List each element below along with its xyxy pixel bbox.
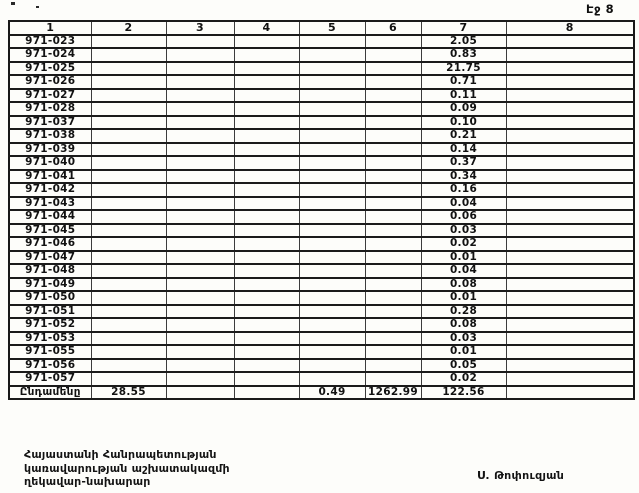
value-cell [166,116,234,130]
total-value-cell: 28.55 [91,386,166,400]
column-header: 8 [506,21,634,35]
value-cell [365,305,421,319]
value-cell [365,116,421,130]
table-row [9,305,634,319]
total-value-cell [166,386,234,400]
value-cell [234,372,299,386]
table-row [9,318,634,332]
row-code-cell: 971-056 [9,359,91,373]
value-cell [365,278,421,292]
row-code-cell: 971-027 [9,89,91,103]
value-cell [234,345,299,359]
value-cell [365,102,421,116]
issuer-line-1: Հայաստանի Հանրապետության [24,448,217,461]
value-cell [365,89,421,103]
value-cell [299,278,365,292]
total-value-cell [506,386,634,400]
row-code-cell: 971-044 [9,210,91,224]
value-cell [365,48,421,62]
value-cell [299,332,365,346]
value-cell [91,170,166,184]
row-code-cell: 971-040 [9,156,91,170]
value-cell [506,116,634,130]
row-code-cell: 971-045 [9,224,91,238]
value-cell [234,264,299,278]
value-cell [166,305,234,319]
value-cell [299,143,365,157]
issuer-line-2: կառավարության աշխատակազմի [24,461,230,475]
value-cell [506,48,634,62]
value-cell [166,372,234,386]
value-cell [166,183,234,197]
row-code-cell: 971-043 [9,197,91,211]
value-cell [91,372,166,386]
value-cell [234,129,299,143]
column-header: 3 [166,21,234,35]
row-code-cell: 971-050 [9,291,91,305]
value-cell [166,264,234,278]
row-code-cell: 971-025 [9,62,91,76]
row-code-cell: 971-038 [9,129,91,143]
value-cell [234,359,299,373]
scan-artifact [11,2,15,5]
total-value-cell [234,386,299,400]
value-cell [91,183,166,197]
value-cell [91,291,166,305]
value-cell [299,372,365,386]
value-cell [506,305,634,319]
table-row [9,224,634,238]
value-cell [299,156,365,170]
value-cell: 0.05 [421,359,506,373]
value-cell [299,237,365,251]
value-cell [91,102,166,116]
value-cell [506,210,634,224]
value-cell [91,318,166,332]
row-code-cell: 971-052 [9,318,91,332]
value-cell [166,291,234,305]
value-cell [91,210,166,224]
table-row [9,35,634,49]
value-cell [506,345,634,359]
value-cell [365,372,421,386]
value-cell: 0.02 [421,372,506,386]
value-cell [365,345,421,359]
value-cell [166,156,234,170]
value-cell [234,210,299,224]
value-cell [365,237,421,251]
column-header: 2 [91,21,166,35]
row-code-cell: 971-024 [9,48,91,62]
value-cell [365,197,421,211]
value-cell [91,62,166,76]
total-value-cell: 122.56 [421,386,506,400]
value-cell: 0.06 [421,210,506,224]
value-cell [299,48,365,62]
row-code-cell: 971-028 [9,102,91,116]
value-cell [166,278,234,292]
value-cell [234,318,299,332]
value-cell [166,62,234,76]
value-cell [299,183,365,197]
value-cell [506,62,634,76]
value-cell [365,318,421,332]
column-header: 1 [9,21,91,35]
value-cell: 0.08 [421,318,506,332]
value-cell [365,62,421,76]
value-cell [166,251,234,265]
value-cell [365,156,421,170]
value-cell [299,129,365,143]
column-header: 6 [365,21,421,35]
value-cell [365,224,421,238]
value-cell: 0.21 [421,129,506,143]
value-cell [166,48,234,62]
value-cell [91,35,166,49]
value-cell [166,359,234,373]
value-cell [234,35,299,49]
value-cell [506,129,634,143]
value-cell [506,35,634,49]
value-cell [506,264,634,278]
value-cell [234,62,299,76]
header-row [9,21,634,35]
value-cell [365,143,421,157]
total-value-cell: 0.49 [299,386,365,400]
value-cell [506,89,634,103]
value-cell [299,89,365,103]
value-cell [166,89,234,103]
value-cell [166,237,234,251]
row-code-cell: 971-023 [9,35,91,49]
value-cell [234,278,299,292]
value-cell [91,75,166,89]
value-cell [91,197,166,211]
value-cell: 2.05 [421,35,506,49]
table-body [9,35,634,400]
value-cell [91,332,166,346]
value-cell [234,156,299,170]
value-cell [166,345,234,359]
value-cell: 0.10 [421,116,506,130]
value-cell [365,170,421,184]
value-cell: 0.08 [421,278,506,292]
table-row [9,129,634,143]
value-cell [506,156,634,170]
column-header: 7 [421,21,506,35]
value-cell: 0.34 [421,170,506,184]
value-cell [91,224,166,238]
table-row [9,170,634,184]
value-cell [91,237,166,251]
value-cell: 0.04 [421,264,506,278]
value-cell [234,291,299,305]
value-cell [506,291,634,305]
value-cell: 0.01 [421,251,506,265]
row-code-cell: 971-053 [9,332,91,346]
value-cell [166,332,234,346]
table-row [9,143,634,157]
value-cell [299,359,365,373]
table-row [9,291,634,305]
row-code-cell: 971-041 [9,170,91,184]
table-row [9,48,634,62]
value-cell [365,210,421,224]
column-header: 5 [299,21,365,35]
value-cell [91,345,166,359]
value-cell: 0.14 [421,143,506,157]
value-cell [506,251,634,265]
value-cell: 0.37 [421,156,506,170]
value-cell [365,332,421,346]
value-cell [506,224,634,238]
row-code-cell: 971-042 [9,183,91,197]
value-cell [365,291,421,305]
value-cell [166,143,234,157]
table-row [9,116,634,130]
value-cell [299,224,365,238]
total-row [9,386,634,400]
value-cell [234,170,299,184]
scan-artifact [36,6,39,8]
row-code-cell: 971-047 [9,251,91,265]
value-cell [166,210,234,224]
value-cell [91,359,166,373]
table-row [9,332,634,346]
value-cell [506,332,634,346]
value-cell [299,291,365,305]
value-cell [166,318,234,332]
value-cell: 0.02 [421,237,506,251]
value-cell [91,116,166,130]
value-cell [234,143,299,157]
value-cell [506,75,634,89]
value-cell [506,143,634,157]
total-value-cell: 1262.99 [365,386,421,400]
value-cell [166,102,234,116]
column-header: 4 [234,21,299,35]
page-number-label: Էջ 8 [586,2,615,16]
value-cell: 0.04 [421,197,506,211]
value-cell [365,359,421,373]
table-row [9,156,634,170]
value-cell [365,264,421,278]
value-cell [506,183,634,197]
value-cell [91,305,166,319]
value-cell [506,102,634,116]
value-cell [299,251,365,265]
value-cell [299,62,365,76]
table-row [9,278,634,292]
value-cell [234,224,299,238]
value-cell [365,35,421,49]
table-row [9,183,634,197]
issuer-title-block [24,448,230,489]
value-cell [506,372,634,386]
value-cell [299,75,365,89]
value-cell [299,35,365,49]
value-cell [91,264,166,278]
issuer-line-3: ղեկավար-նախարար [24,475,151,488]
value-cell [166,170,234,184]
row-code-cell: 971-051 [9,305,91,319]
value-cell [234,305,299,319]
value-cell [91,129,166,143]
value-cell [91,89,166,103]
value-cell [234,332,299,346]
table-row [9,102,634,116]
value-cell [299,102,365,116]
value-cell [506,237,634,251]
table-row [9,62,634,76]
table-row [9,89,634,103]
value-cell [299,116,365,130]
value-cell: 21.75 [421,62,506,76]
value-cell [506,359,634,373]
row-code-cell: 971-049 [9,278,91,292]
value-cell [365,251,421,265]
value-cell: 0.28 [421,305,506,319]
value-cell [91,156,166,170]
value-cell: 0.09 [421,102,506,116]
value-cell [234,75,299,89]
value-cell [234,48,299,62]
table-row [9,264,634,278]
table-row [9,251,634,265]
table-row [9,197,634,211]
value-cell [234,197,299,211]
row-code-cell: 971-055 [9,345,91,359]
row-code-cell: 971-039 [9,143,91,157]
value-cell: 0.03 [421,332,506,346]
value-cell: 0.11 [421,89,506,103]
value-cell [299,210,365,224]
value-cell [299,264,365,278]
row-code-cell: 971-026 [9,75,91,89]
value-cell [365,129,421,143]
value-cell [91,48,166,62]
value-cell [234,183,299,197]
table-row [9,237,634,251]
value-cell [365,75,421,89]
row-code-cell: 971-037 [9,116,91,130]
value-cell [234,237,299,251]
value-cell [299,345,365,359]
table-row [9,345,634,359]
value-cell [506,318,634,332]
value-cell [234,116,299,130]
value-cell [91,278,166,292]
report-table [8,20,635,400]
value-cell: 0.03 [421,224,506,238]
value-cell [506,170,634,184]
value-cell: 0.01 [421,291,506,305]
signatory-name: Ս. Թոփուզյան [477,469,565,482]
value-cell [166,75,234,89]
table-row [9,359,634,373]
value-cell [91,251,166,265]
value-cell [166,35,234,49]
table-row [9,75,634,89]
total-label-cell: Ընդամենը [9,386,91,400]
value-cell [506,278,634,292]
value-cell [166,197,234,211]
value-cell [234,89,299,103]
value-cell [299,197,365,211]
table-row [9,372,634,386]
value-cell [299,305,365,319]
row-code-cell: 971-057 [9,372,91,386]
value-cell [234,102,299,116]
table-row [9,210,634,224]
row-code-cell: 971-046 [9,237,91,251]
value-cell [506,197,634,211]
value-cell [166,224,234,238]
value-cell [91,143,166,157]
value-cell [299,170,365,184]
value-cell: 0.01 [421,345,506,359]
row-code-cell: 971-048 [9,264,91,278]
value-cell [166,129,234,143]
value-cell [234,251,299,265]
value-cell: 0.16 [421,183,506,197]
value-cell [299,318,365,332]
value-cell: 0.71 [421,75,506,89]
value-cell [365,183,421,197]
value-cell: 0.83 [421,48,506,62]
